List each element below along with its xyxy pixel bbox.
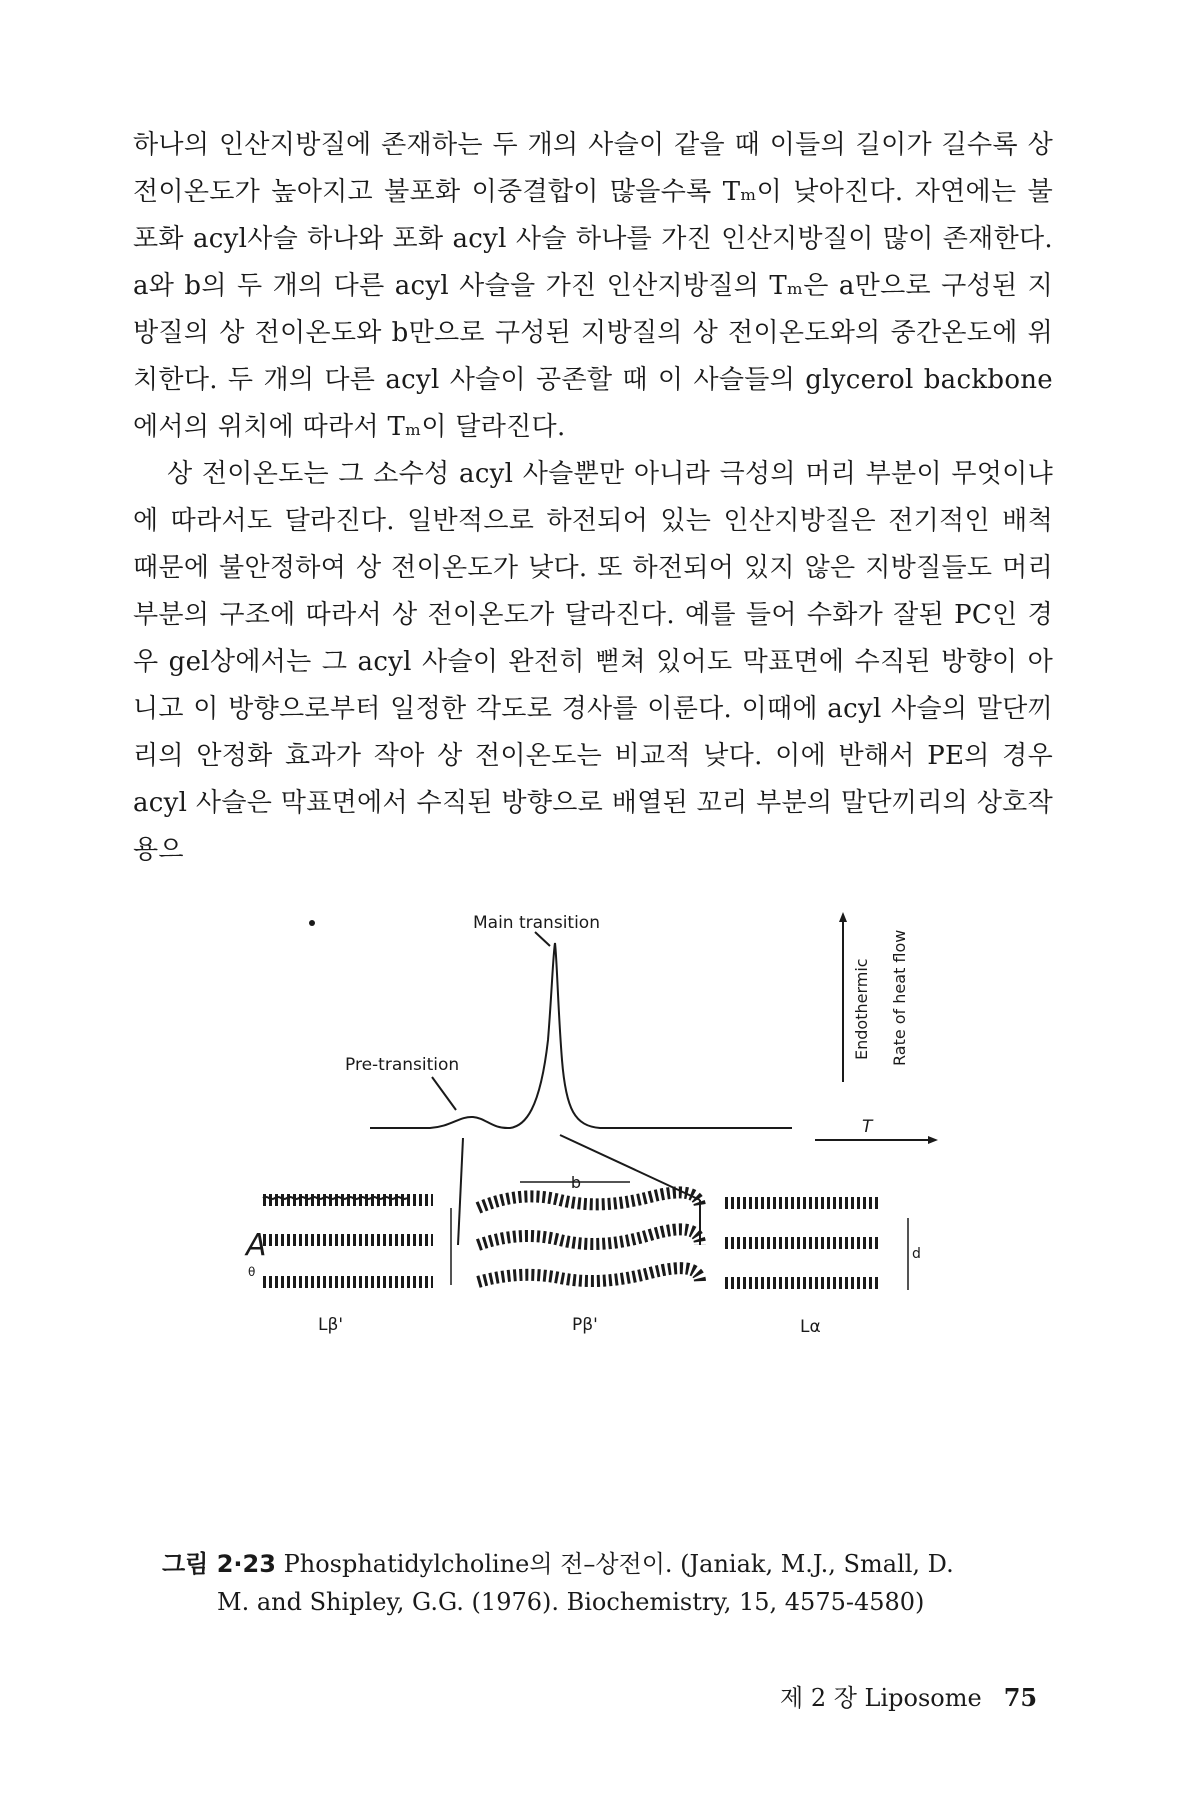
label-endothermic: Endothermic	[852, 958, 871, 1060]
paragraph: 상 전이온도는 그 소수성 acyl 사슬뿐만 아니라 극성의 머리 부분이 무엇이냐에 따라서도 달라진다. 일반적으로 하전되어 있는 인산지방질은 전기적인 배척 때문에 불안정하여 상 전이온도가 낮다. 또 하전되어 있지 않은 지방질들도 머리 부분의 구조에 따라서 상 전이온도가 달라진다. 예를 들어 수화가 잘된 PC인 경우 gel상에서는 그 acyl 사슬이 완전히 뻗쳐 있어도 막표면에 수직된 방향이 아니고 이 방향으로부터 일정한 각도로 경사를 이룬다. 이때에 acyl 사슬의 말단끼리의 안정화 효과가 작아 상 전이온도는 비교적 낮다. 이에 반해서 PE의 경우 acyl 사슬은 막표면에서 수직된 방향으로 배열된 꼬리 부분의 말단끼리의 상호작용으	[133, 459, 1053, 865]
paragraph: 하나의 인산지방질에 존재하는 두 개의 사슬이 같을 때 이들의 길이가 길수록 상 전이온도가 높아지고 불포화 이중결합이 많을수록 Tₘ이 낮아진다. 자연에는 불포화 acyl사슬 하나와 포화 acyl 사슬 하나를 가진 인산지방질이 많이 존재한다. a와 b의 두 개의 다른 acyl 사슬을 가진 인산지방질의 Tₘ은 a만으로 구성된 지방질의 상 전이온도와 b만으로 구성된 지방질의 상 전이온도와의 중간온도에 위치한다. 두 개의 다른 acyl 사슬이 공존할 때 이 사슬들의 glycerol backbone에서의 위치에 따라서 Tₘ이 달라진다.	[133, 130, 1053, 442]
rippled-phase-p-beta	[478, 1192, 700, 1282]
lamellar-phase-l-alpha	[725, 1203, 880, 1283]
page-number: 75	[1003, 1683, 1038, 1712]
body-text	[133, 122, 1053, 874]
heat-flow-curve	[370, 943, 792, 1128]
connector-pre	[458, 1138, 463, 1245]
figure-caption	[162, 1545, 1042, 1621]
caption-label: 그림 2·23	[162, 1550, 276, 1578]
label-rate-of-heat-flow: Rate of heat flow	[890, 929, 909, 1066]
caption-text-1: Phosphatidylcholine의 전–상전이. (Janiak, M.J., Small, D.	[283, 1550, 954, 1578]
label-phase-l-alpha: Lα	[800, 1317, 821, 1337]
chapter-title: 제 2 장 Liposome	[780, 1684, 982, 1712]
label-phase-p-beta: Pβ'	[572, 1315, 598, 1335]
x-axis-arrowhead	[928, 1136, 938, 1144]
label-main-transition: Main transition	[473, 913, 600, 933]
label-phase-l-beta: Lβ'	[318, 1315, 343, 1335]
stray-mark	[309, 920, 315, 926]
figure-dsc-thermogram	[0, 900, 1200, 1540]
y-axis-arrowhead	[839, 912, 847, 922]
label-a: A	[246, 1228, 267, 1263]
pre-transition-pointer	[432, 1077, 456, 1110]
thermogram-diagram	[0, 900, 1200, 1540]
page-footer	[780, 1678, 1037, 1713]
main-transition-pointer	[535, 932, 550, 946]
label-temperature: T	[862, 1117, 873, 1137]
caption-text-2: M. and Shipley, G.G. (1976). Biochemistry, 15, 4575-4580)	[217, 1588, 925, 1616]
label-pre-transition: Pre-transition	[345, 1055, 460, 1075]
label-b: b	[570, 1173, 582, 1192]
lamellar-phase-l-beta	[263, 1197, 433, 1282]
label-d: d	[912, 1246, 921, 1262]
label-theta: θ	[248, 1265, 256, 1279]
